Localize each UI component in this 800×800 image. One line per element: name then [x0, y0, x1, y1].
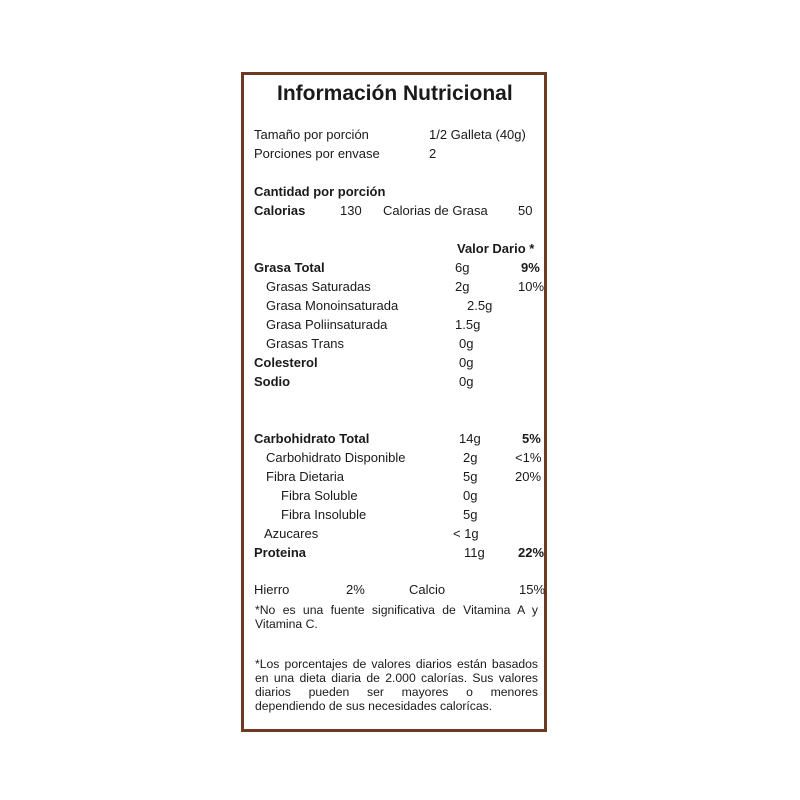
- nutrient-daily-value: 9%: [521, 260, 540, 275]
- calcium-label: Calcio: [409, 582, 446, 597]
- nutrient-name: Carbohidrato Total: [254, 431, 370, 446]
- amount-per-serving-header: Cantidad por porción: [254, 184, 386, 199]
- nutrient-name: Sodio: [254, 374, 291, 389]
- nutrient-amount: < 1g: [453, 526, 479, 541]
- nutrient-name: Grasa Poliinsaturada: [266, 317, 388, 332]
- nutrient-name: Fibra Dietaria: [266, 469, 345, 484]
- calcium-value: 15%: [519, 582, 546, 597]
- daily-value-header: Valor Dario *: [457, 241, 535, 256]
- calories-from-fat-label: Calorias de Grasa: [383, 203, 488, 218]
- nutrient-name: Proteina: [254, 545, 307, 560]
- calories-from-fat-value: 50: [518, 203, 533, 218]
- serving-size-value: 1/2 Galleta (40g): [429, 127, 526, 142]
- servings-per-pack-label: Porciones por envase: [254, 146, 380, 161]
- calories-value: 130: [340, 203, 362, 218]
- nutrient-amount: 0g: [459, 336, 474, 351]
- nutrient-amount: 6g: [455, 260, 470, 275]
- nutrient-amount: 2g: [463, 450, 478, 465]
- nutrient-amount: 2.5g: [467, 298, 493, 313]
- nutrient-amount: 14g: [459, 431, 481, 446]
- nutrient-amount: 0g: [459, 374, 474, 389]
- nutrient-name: Azucares: [264, 526, 319, 541]
- nutrient-name: Fibra Soluble: [281, 488, 358, 503]
- nutrient-daily-value: 20%: [515, 469, 542, 484]
- nutrient-name: Grasa Total: [254, 260, 325, 275]
- vitamin-footnote: *No es una fuente significativa de Vitamina A y Vitamina C.: [255, 603, 538, 631]
- nutrient-amount: 0g: [459, 355, 474, 370]
- nutrient-daily-value: 5%: [522, 431, 541, 446]
- nutrient-daily-value: <1%: [515, 450, 542, 465]
- iron-label: Hierro: [254, 582, 290, 597]
- nutrient-name: Grasa Monoinsaturada: [266, 298, 399, 313]
- nutrient-amount: 0g: [463, 488, 478, 503]
- label-title: Información Nutricional: [277, 82, 513, 105]
- servings-per-pack-value: 2: [429, 146, 437, 161]
- nutrient-daily-value: 22%: [518, 545, 545, 560]
- nutrient-daily-value: 10%: [518, 279, 545, 294]
- serving-size-label: Tamaño por porción: [254, 127, 369, 142]
- nutrient-name: Grasas Trans: [266, 336, 345, 351]
- nutrient-amount: 11g: [464, 545, 485, 560]
- nutrient-amount: 5g: [463, 469, 478, 484]
- nutrient-name: Grasas Saturadas: [266, 279, 371, 294]
- nutrient-name: Fibra Insoluble: [281, 507, 367, 522]
- daily-values-footnote: *Los porcentajes de valores diarios están basados en una dieta diaria de 2.000 calorías. Sus valores diarios pueden ser mayores o menores dependiendo de sus necesidades calorícas.: [255, 657, 538, 713]
- nutrient-amount: 2g: [455, 279, 470, 294]
- nutrient-amount: 5g: [463, 507, 478, 522]
- nutrition-facts-panel: [241, 72, 547, 732]
- nutrient-name: Colesterol: [254, 355, 318, 370]
- nutrient-name: Carbohidrato Disponible: [266, 450, 406, 465]
- calories-label: Calorias: [254, 203, 306, 218]
- iron-value: 2%: [346, 582, 365, 597]
- nutrient-amount: 1.5g: [455, 317, 481, 332]
